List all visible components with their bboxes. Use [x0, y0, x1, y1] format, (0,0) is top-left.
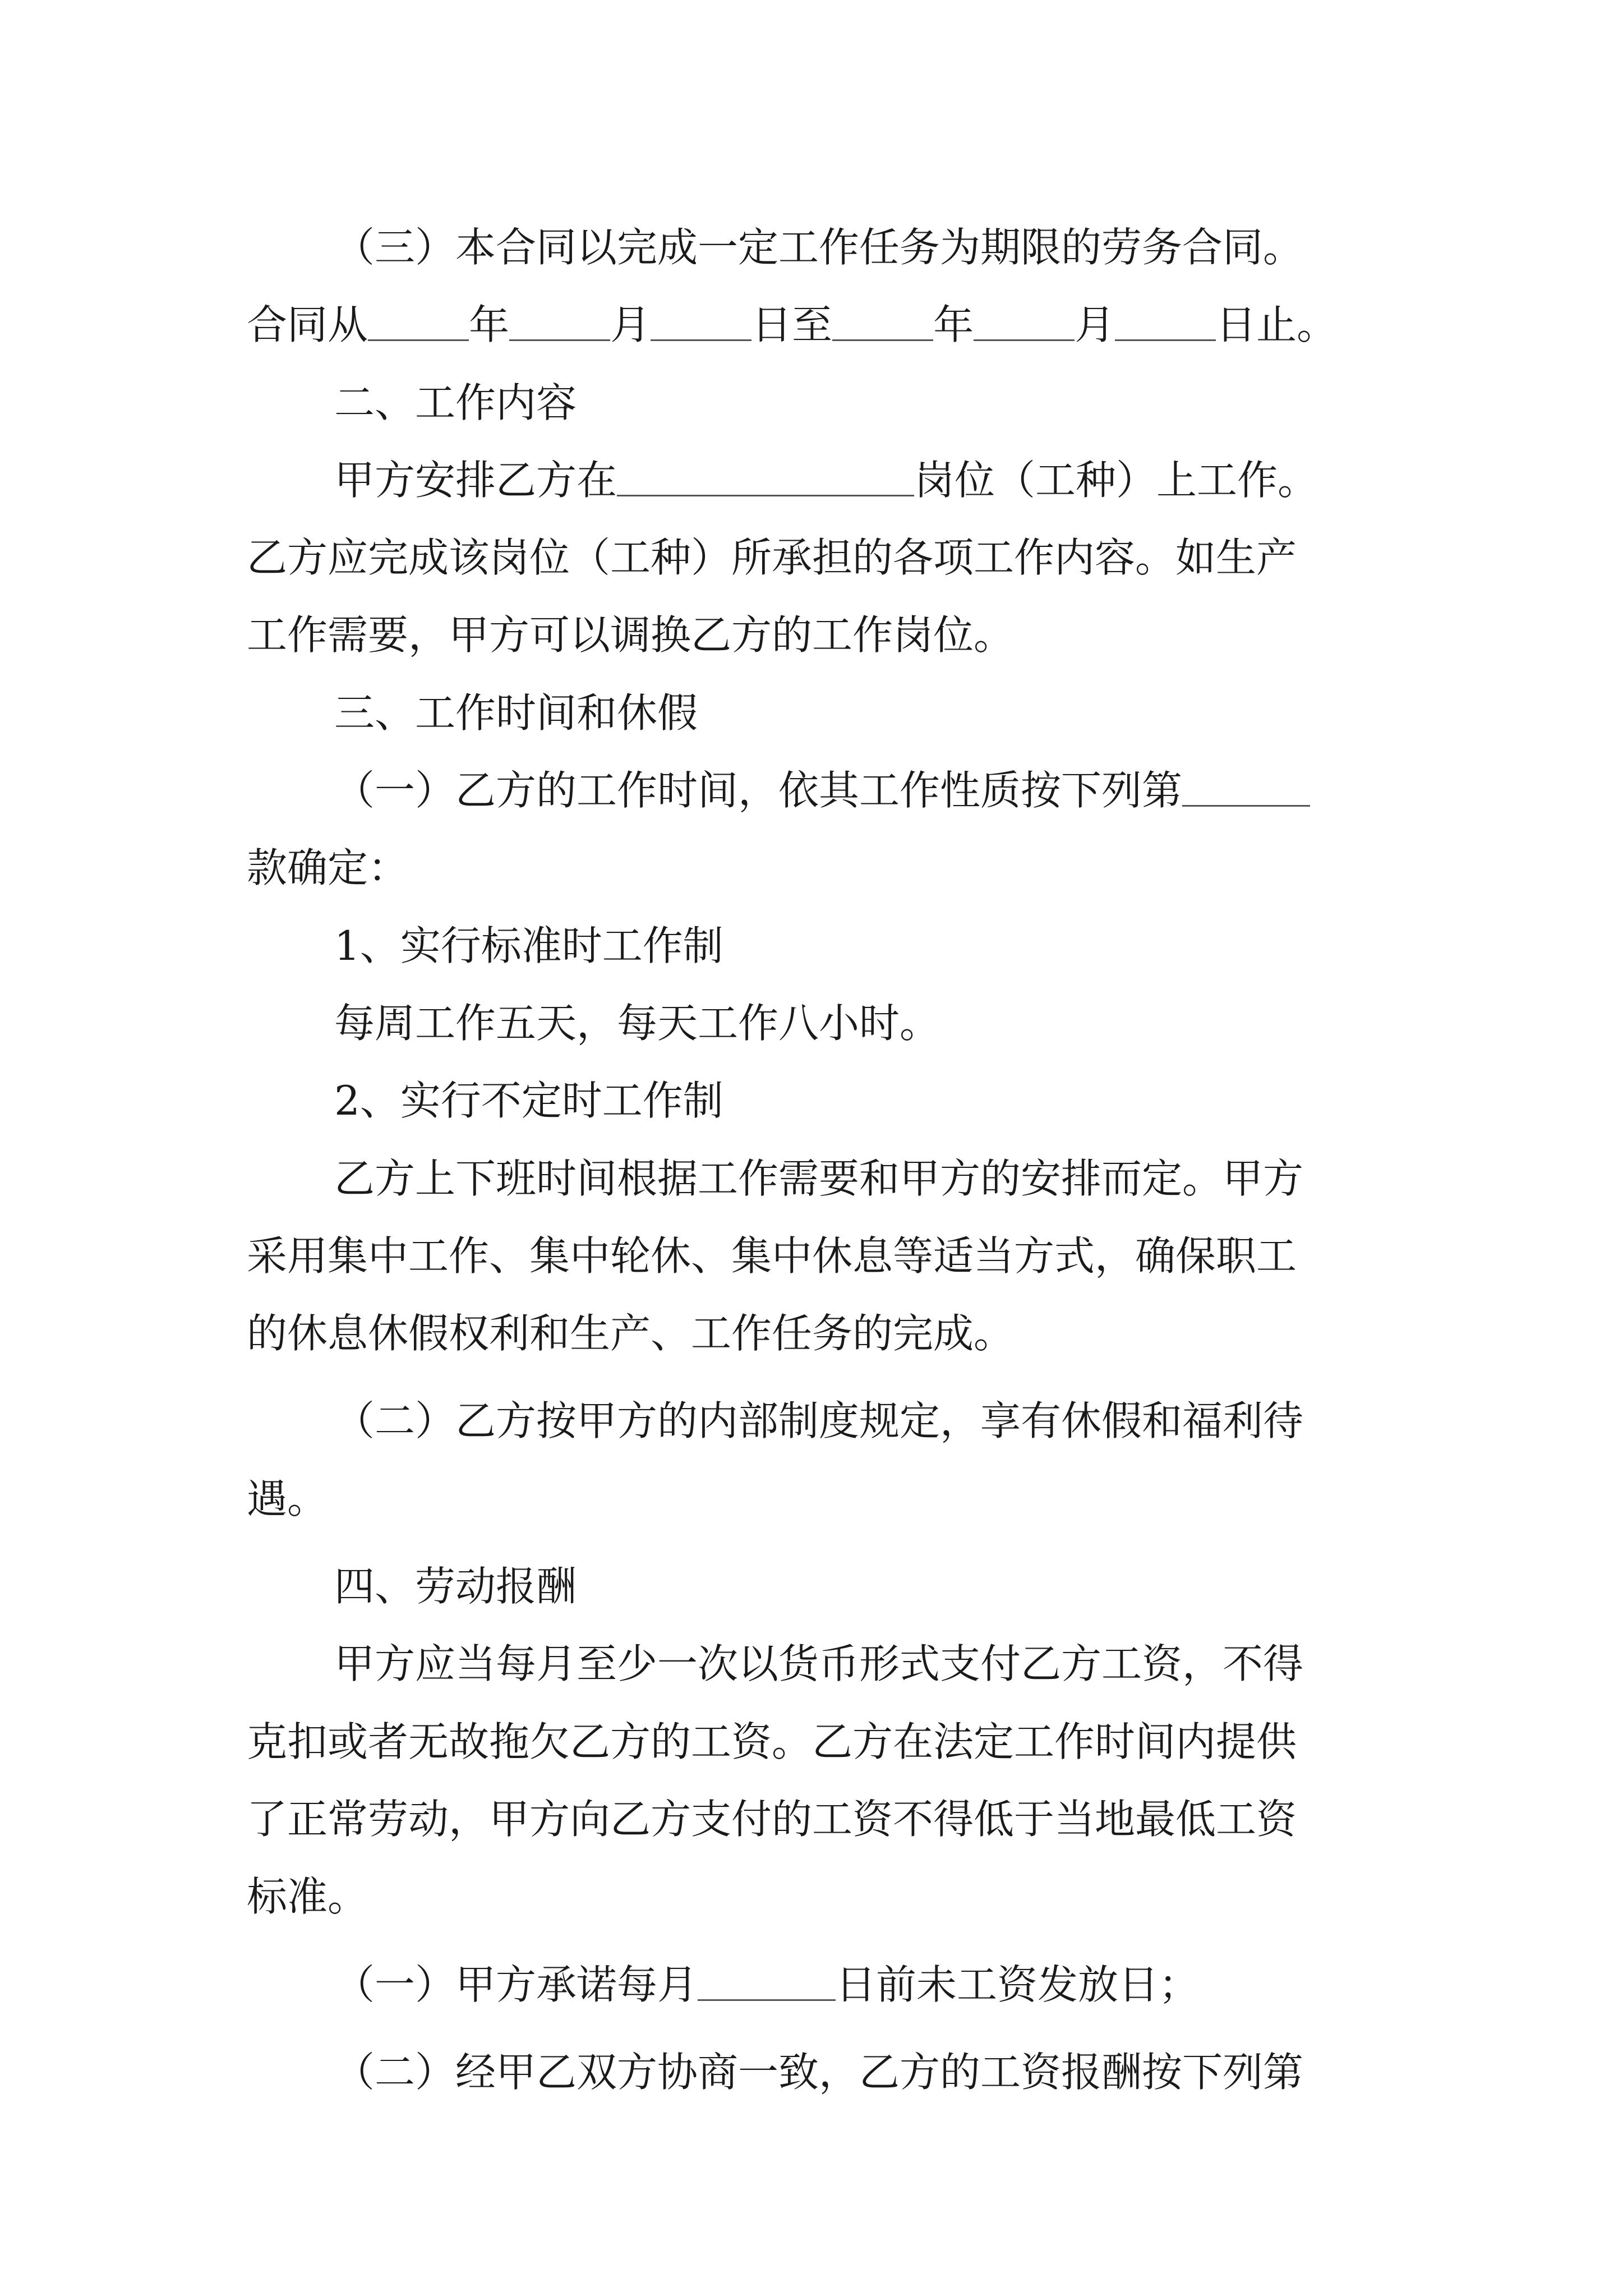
paragraph-contract-term-line2: 合同从 年 月 日至 年 月 日止。: [247, 301, 1338, 349]
section-heading-work-hours: 三、工作时间和休假: [334, 689, 698, 737]
paragraph-leave-line2: 遇。: [247, 1475, 328, 1522]
list-item-standard-hours: 1、实行标准时工作制: [334, 922, 723, 969]
paragraph-wages-line2: 克扣或者无故拖欠乙方的工资。乙方在法定工作时间内提供: [247, 1718, 1297, 1765]
list-item-standard-hours-desc: 每周工作五天，每天工作八小时。: [334, 999, 940, 1047]
paragraph-flexible-line2: 采用集中工作、集中轮休、集中休息等适当方式，确保职工: [247, 1232, 1297, 1280]
paragraph-position-line2: 乙方应完成该岗位（工种）所承担的各项工作内容。如生产: [247, 534, 1297, 582]
section-heading-work-content: 二、工作内容: [334, 379, 577, 426]
blank-payday[interactable]: [698, 1964, 836, 2001]
paragraph-leave-line1: （二）乙方按甲方的内部制度规定，享有休假和福利待: [334, 1397, 1304, 1445]
paragraph-flexible-line1: 乙方上下班时间根据工作需要和甲方的安排而定。甲方: [334, 1154, 1304, 1202]
blank-clause-number[interactable]: [1182, 770, 1310, 807]
blank-start-month[interactable]: [509, 305, 610, 341]
paragraph-wages-line3: 了正常劳动，甲方向乙方支付的工资不得低于当地最低工资: [247, 1795, 1297, 1843]
blank-end-month[interactable]: [974, 305, 1075, 341]
paragraph-contract-term-line1: （三）本合同以完成一定工作任务为期限的劳务合同。: [334, 224, 1304, 271]
paragraph-pay-method: （二）经甲乙双方协商一致，乙方的工资报酬按下列第: [334, 2048, 1304, 2096]
blank-end-day[interactable]: [1115, 305, 1216, 341]
blank-position[interactable]: [617, 460, 914, 496]
paragraph-position-line3: 工作需要，甲方可以调换乙方的工作岗位。: [247, 611, 1015, 659]
blank-end-year[interactable]: [832, 305, 933, 341]
paragraph-position-line1: 甲方安排乙方在 岗位（工种）上工作。: [334, 456, 1318, 504]
blank-start-year[interactable]: [368, 305, 469, 341]
paragraph-flexible-line3: 的休息休假权利和生产、工作任务的完成。: [247, 1310, 1015, 1358]
list-item-flexible-hours: 2、实行不定时工作制: [334, 1077, 723, 1125]
document-body: [247, 209, 1391, 2111]
paragraph-payday: （一）甲方承诺每月 日前未工资发放日；: [334, 1961, 1200, 2008]
section-heading-remuneration: 四、劳动报酬: [334, 1563, 577, 1611]
paragraph-wages-line1: 甲方应当每月至少一次以货币形式支付乙方工资，不得: [334, 1640, 1304, 1688]
paragraph-wages-line4: 标准。: [247, 1873, 368, 1921]
paragraph-hours-line1: （一）乙方的工作时间，依其工作性质按下列第: [247, 752, 1391, 829]
paragraph-hours-line2: 款确定：: [247, 844, 409, 892]
blank-start-day[interactable]: [651, 305, 751, 341]
